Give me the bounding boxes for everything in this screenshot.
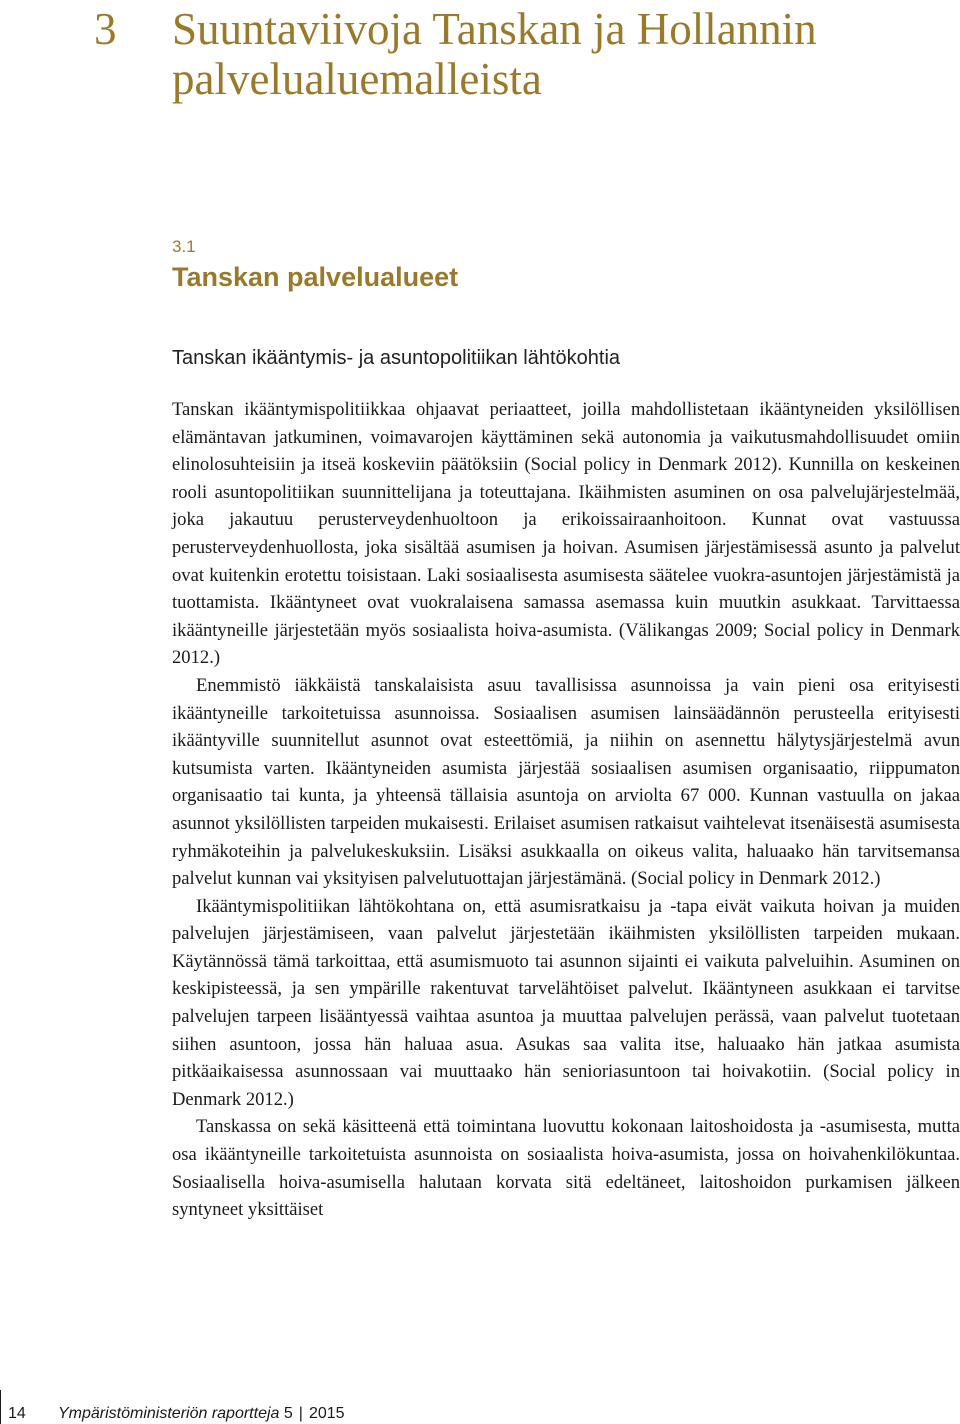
footer-separator: | — [298, 1405, 303, 1422]
section-title: Tanskan palvelualueet — [172, 262, 459, 292]
chapter-title: Suuntaviivoja Tanskan ja Hollannin palvelualuemalleista — [172, 4, 817, 104]
subsection-title: Tanskan ikääntymis- ja asuntopolitiikan lähtökohtia — [172, 347, 621, 369]
series-title: Ympäristöministeriön raportteja — [58, 1405, 280, 1422]
footer-divider — [0, 1390, 1, 1424]
series-issue: 5 — [283, 1405, 293, 1422]
paragraph: Enemmistö iäkkäistä tanskalaisista asuu tavallisissa asunnoissa ja vain pieni osa erityisesti ikääntyneille tarkoitetuissa asunnoissa. Sosiaalisen asumisen lainsäädännön perusteella erityisesti ikääntyville suunnitellut asunnot ovat esteettömiä, ja niihin on asennettu hälytysjärjestelmä avun kutsumista varten. Ikääntyneiden asumista järjestää sosiaalisen asumisen organisaatio, riippumaton organisaatio tai kunta, ja yhteensä tällaisia asuntoja on arviolta 67 000. Kunnan vastuulla on jakaa asunnot yksilöllisten tarpeiden mukaisesti. Erilaiset asumisen ratkaisut vaihtelevat itsenäisestä asumisesta ryhmäkoteihin ja palvelukeskuksiin. Lisäksi asukkaalla on oikeus valita, haluaako hän tarvitsemansa palvelut kunnan vai yksityisen palvelutuottajan järjestämänä. (Social policy in Denmark 2012.) — [172, 674, 960, 890]
section-number: 3.1 — [172, 237, 196, 256]
chapter-number: 3 — [94, 4, 117, 54]
paragraph: Tanskan ikääntymispolitiikkaa ohjaavat periaatteet, joilla mahdollistetaan ikääntyneiden yksilöllisen elämäntavan jatkuminen, voimavarojen käyttäminen sekä autonomia ja vaikutusmahdollisuudet omiin elinolosuhteisiin ja itseä koskeviin päätöksiin (Social policy in Denmark 2012). Kunnilla on keskeinen rooli asuntopolitiikan suunnittelijana ja toteuttajana. Ikäihmisten asuminen on osa palvelujärjestelmää, joka jakautuu perusterveydenhuoltoon ja erikoissairaanhoitoon. Kunnat ovat vastuussa perusterveydenhuollosta, joka sisältää asumisen ja hoivan. Asumisen järjestämisessä asunto ja palvelut ovat kuitenkin erotettu toisistaan. Laki sosiaalisesta asumisesta säätelee vuokra-asuntojen järjestämistä ja tuottamista. Ikääntyneet ovat vuokralaisena samassa asemassa kuin muutkin asukkaat. Tarvittaessa ikääntyneille järjestetään myös sosiaalista hoiva-asumista. (Välikangas 2009; Social policy in Denmark 2012.) — [172, 399, 960, 669]
paragraph: Tanskassa on sekä käsitteenä että toimintana luovuttu kokonaan laitoshoidosta ja -asumisesta, mutta osa ikääntyneille tarkoitetuista asunnoista on sosiaalista hoiva-asumista, jossa on hoivahenkilökuntaa. Sosiaalisella hoiva-asumisella halutaan korvata sitä edeltäneet, laitoshoidon purkamisen jälkeen syntyneet yksittäiset — [172, 1116, 960, 1221]
paragraph: Ikääntymispolitiikan lähtökohtana on, että asumisratkaisu ja -tapa eivät vaikuta hoivan ja muiden palvelujen järjestämiseen, vaan palvelut järjestetään ikäihmisten yksilöllisten tarpeiden mukaan. Käytännössä tämä tarkoittaa, että asumismuoto tai asunnon sijainti ei vaikuta palveluihin. Asuminen on keskipisteessä, ja sen ympärille rakentuvat tarvelähtöiset palvelut. Ikääntyneen asukkaan ei tarvitse palvelujen tarpeen lisääntyessä vaihtaa asuntoa ja muuttaa palvelujen perässä, vaan palvelut tuotetaan siihen asuntoon, jossa hän haluaa asua. Asukas saa valita itse, haluaako hän jatkaa asumista pitkäaikaisessa asunnossaan vai muuttaako hän senioriasuntoon tai hoivakotiin. (Social policy in Denmark 2012.) — [172, 895, 960, 1110]
series-year: 2015 — [308, 1405, 345, 1422]
body-text — [172, 396, 960, 1224]
page-number: 14 — [8, 1405, 26, 1422]
footer-series — [58, 1404, 345, 1424]
